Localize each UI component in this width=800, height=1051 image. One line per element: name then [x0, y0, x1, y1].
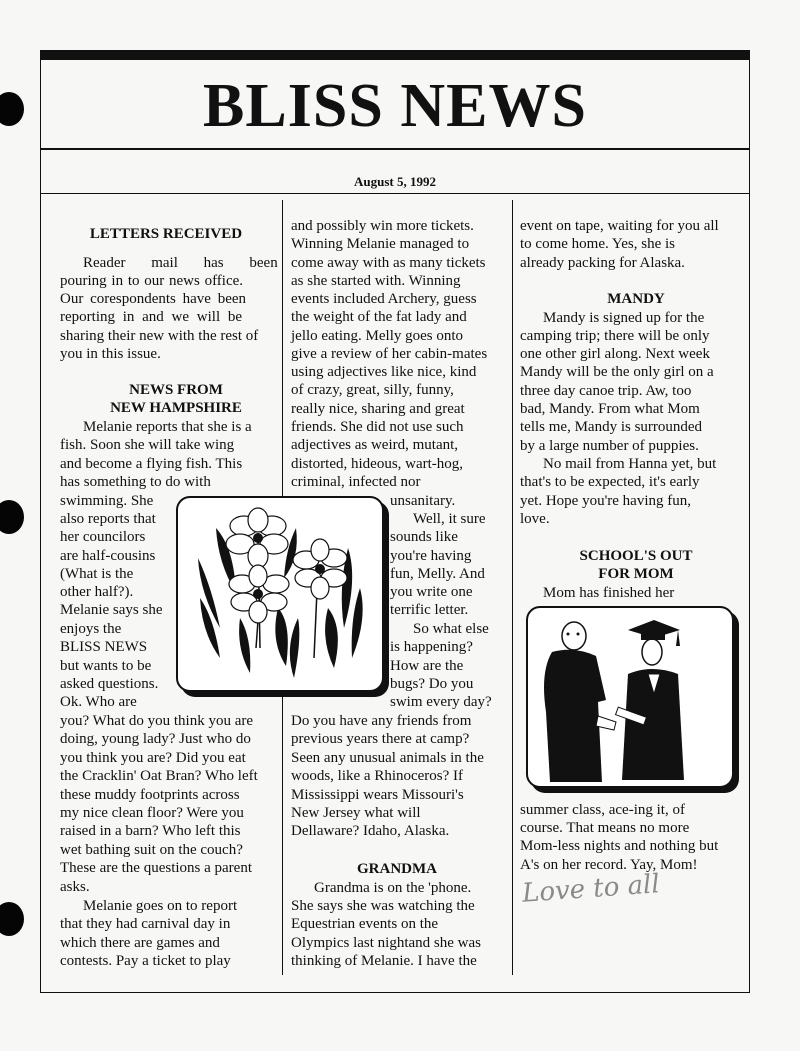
text-line: other half?). — [60, 584, 134, 600]
punch-hole-middle — [0, 500, 24, 534]
text-line: you? What do you think you are — [60, 713, 254, 729]
heading-grandma: GRANDMA — [357, 861, 437, 877]
text-line: previous years there at camp? — [291, 731, 470, 747]
text-line: that's to be expected, it's early — [520, 474, 700, 490]
text-line: also reports that — [60, 511, 156, 527]
masthead-rule — [40, 148, 750, 150]
text-line: thinking of Melanie. I have the — [291, 953, 477, 969]
text-line: the Cracklin' Oat Bran? Who left — [60, 768, 258, 784]
text-line: you're having — [390, 548, 472, 564]
text-line: Reader mail has been — [83, 255, 278, 271]
text-line: Dellaware? Idaho, Alaska. — [291, 823, 450, 839]
heading-news-from: NEWS FROM — [129, 382, 223, 398]
text-line: criminal, infected nor — [291, 474, 421, 490]
text-line: sounds like — [390, 529, 458, 545]
text-line: terrific letter. — [390, 602, 469, 618]
text-line: raised in a barn? Who left this — [60, 823, 241, 839]
text-line: tells me, Mandy is surrounded — [520, 419, 703, 435]
text-line: give a review of her cabin-mates — [291, 346, 488, 362]
text-line: fun, Melly. And — [390, 566, 485, 582]
text-line: one other girl along. Next week — [520, 346, 710, 362]
text-line: bad, Mandy. From what Mom — [520, 401, 700, 417]
text-line: So what else — [413, 621, 489, 637]
handwritten-signature: Love to all — [521, 869, 661, 909]
text-line: yet. Hope you're having fun, — [520, 493, 691, 509]
text-line: Melanie reports that she is a — [83, 419, 252, 435]
text-line: that they had carnival day in — [60, 916, 231, 932]
text-line: come away with as many tickets — [291, 255, 486, 271]
text-line: woods, like a Rhinoceros? If — [291, 768, 464, 784]
text-line: Melanie says she — [60, 602, 163, 618]
masthead — [40, 60, 750, 148]
text-line: which there are games and — [60, 935, 220, 951]
text-line: Winning Melanie managed to — [291, 236, 470, 252]
text-line: swimming. She — [60, 493, 154, 509]
text-line: unsanitary. — [390, 493, 456, 509]
text-line: of crazy, great, silly, funny, — [291, 382, 454, 398]
text-line: you write one — [390, 584, 473, 600]
punch-hole-top — [0, 92, 24, 126]
text-line: Equestrian events on the — [291, 916, 439, 932]
text-line: adjectives as weird, mutant, — [291, 437, 459, 453]
text-line: my nice clean floor? Were you — [60, 805, 244, 821]
text-line: asked questions. — [60, 676, 159, 692]
text-line: Grandma is on the 'phone. — [314, 880, 472, 896]
text-line: (What is the — [60, 566, 134, 582]
text-line: love. — [520, 511, 550, 527]
text-line: asks. — [60, 879, 90, 895]
text-line: No mail from Hanna yet, but — [543, 456, 717, 472]
text-line: as she started with. Winning — [291, 273, 461, 289]
text-line: sharing their new with the rest of — [60, 328, 259, 344]
text-line: doing, young lady? Just who do — [60, 731, 251, 747]
text-line: wet bathing suit on the couch? — [60, 842, 243, 858]
text-line: course. That means no more — [520, 820, 690, 836]
text-line: event on tape, waiting for you all — [520, 218, 719, 234]
text-line: These are the questions a parent — [60, 860, 253, 876]
flowers-clipart-box — [176, 496, 384, 692]
date-rule — [40, 193, 750, 194]
text-line: using adjectives like nice, kind — [291, 364, 477, 380]
text-line: Mandy is signed up for the — [543, 310, 705, 326]
text-line: you in this issue. — [60, 346, 161, 362]
text-line: these muddy footprints across — [60, 787, 240, 803]
text-line: Olympics last nightand she was — [291, 935, 481, 951]
text-line: Mississippi wears Missouri's — [291, 787, 464, 803]
masthead-bar — [40, 50, 750, 60]
text-line: bugs? Do you — [390, 676, 474, 692]
graduation-clipart-box — [526, 606, 734, 788]
text-line: and become a flying fish. This — [60, 456, 243, 472]
text-line: swim every day? — [390, 694, 492, 710]
graduation-illustration — [528, 608, 732, 786]
text-line: to come home. Yes, she is — [520, 236, 675, 252]
text-line: has something to do with — [60, 474, 211, 490]
text-line: BLISS NEWS — [60, 639, 148, 655]
text-line: are half-cousins — [60, 548, 156, 564]
heading-mandy: MANDY — [607, 291, 665, 307]
text-line: events included Archery, guess — [291, 291, 477, 307]
flowers-illustration — [178, 498, 382, 690]
punch-hole-bottom — [0, 902, 24, 936]
text-line: and possibly win more tickets. — [291, 218, 474, 234]
text-line: Seen any unusual animals in the — [291, 750, 484, 766]
text-line: Mom has finished her — [543, 585, 675, 601]
text-line: distorted, hideous, wart-hog, — [291, 456, 464, 472]
text-line: the weight of the fat lady and — [291, 309, 467, 325]
newsletter-title: BLISS NEWS — [203, 72, 587, 140]
column-divider-2 — [512, 200, 513, 975]
heading-for-mom: FOR MOM — [598, 566, 674, 582]
text-line: Ok. Who are — [60, 694, 137, 710]
text-line: New Jersey what will — [291, 805, 421, 821]
heading-letters-received: LETTERS RECEIVED — [89, 226, 243, 242]
issue-date: August 5, 1992 — [354, 174, 436, 189]
text-line: camping trip; there will be only — [520, 328, 710, 344]
text-line: Mom-less nights and nothing but — [520, 838, 719, 854]
text-line: A's on her record. Yay, Mom! — [520, 857, 698, 873]
text-line: by a large number of puppies. — [520, 438, 699, 454]
text-line: enjoys the — [60, 621, 122, 637]
text-line: already packing for Alaska. — [520, 255, 685, 271]
text-line: jello eating. Melly goes onto — [291, 328, 464, 344]
text-line: reporting in and we will be — [60, 309, 243, 325]
text-line: Do you have any friends from — [291, 713, 472, 729]
text-line: three day canoe trip. Aw, too — [520, 383, 692, 399]
text-line: Mandy will be the only girl on a — [520, 364, 714, 380]
text-line: Our corespondents have been — [60, 291, 247, 307]
text-line: her councilors — [60, 529, 146, 545]
text-line: contests. Pay a ticket to play — [60, 953, 231, 969]
text-line: Well, it sure — [413, 511, 486, 527]
text-line: friends. She did not use such — [291, 419, 464, 435]
heading-schools-out: SCHOOL'S OUT — [579, 548, 693, 564]
text-line: is happening? — [390, 639, 473, 655]
text-line: summer class, ace-ing it, of — [520, 802, 685, 818]
text-line: She says she was watching the — [291, 898, 475, 914]
text-line: you think you are? Did you eat — [60, 750, 246, 766]
heading-new-hampshire: NEW HAMPSHIRE — [110, 400, 242, 416]
text-line: really nice, sharing and great — [291, 401, 465, 417]
text-line: How are the — [390, 658, 464, 674]
text-line: Melanie goes on to report — [83, 898, 238, 914]
text-line: fish. Soon she will take wing — [60, 437, 235, 453]
text-line: pouring in to our news office. — [60, 273, 244, 289]
text-line: but wants to be — [60, 658, 152, 674]
